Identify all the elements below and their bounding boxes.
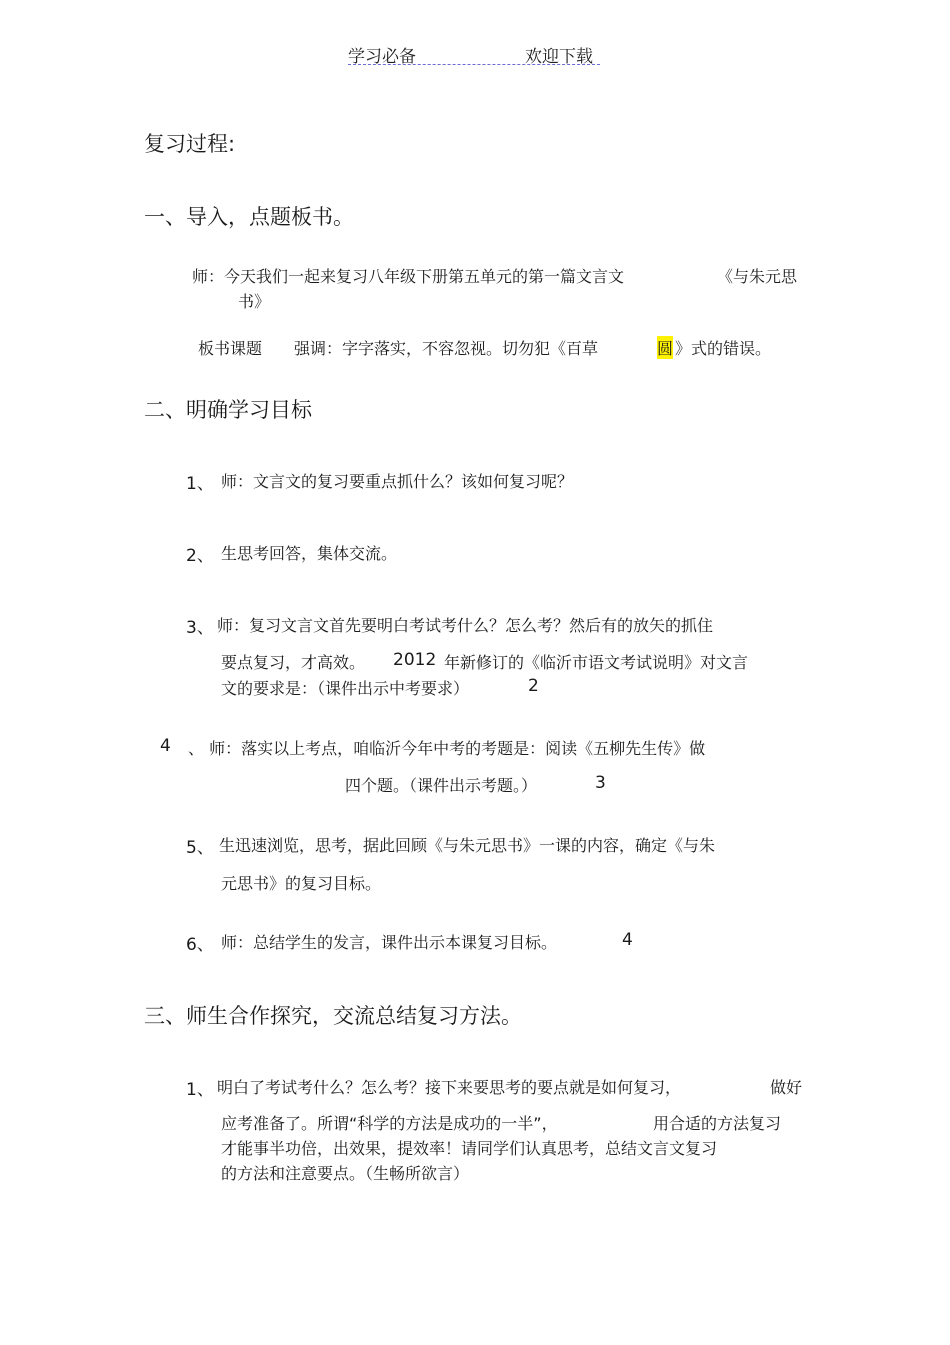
item-number: 1、 — [186, 1080, 214, 1100]
header-right: 欢迎下载 — [525, 47, 593, 67]
item-number: 5、 — [186, 838, 214, 858]
section1-line1: 师：今天我们一起来复习八年级下册第五单元的第一篇文言文 — [192, 267, 625, 286]
item-text-cont: 文的要求是：（课件出示中考要求） — [221, 679, 470, 698]
section1-board-title: 板书课题 — [198, 339, 263, 358]
slide-number: 2 — [528, 676, 539, 696]
item-text: 师：复习文言文首先要明白考试考什么？怎么考？然后有的放矢的抓住 — [217, 616, 714, 635]
item-text-cont: 年新修订的《临沂市语文考试说明》对文言 — [444, 653, 749, 672]
highlighted-char: 圆 — [657, 336, 673, 359]
item-text: 、 师：落实以上考点，咱临沂今年中考的考题是：阅读《五柳先生传》做 — [188, 739, 706, 758]
section1-line1-title: 《与朱元思 — [717, 267, 798, 286]
slide-number: 4 — [622, 930, 633, 950]
item-text: 师：文言文的复习要重点抓什么？该如何复习呢？ — [221, 472, 574, 491]
section1-emphasis: 强调：字字落实，不容忽视。切勿犯《百草 — [294, 339, 599, 358]
item-text: 生思考回答，集体交流。 — [221, 544, 398, 563]
item-number: 4 — [160, 736, 171, 756]
item-text-end: 做好 — [770, 1078, 803, 1097]
header-divider — [348, 64, 600, 65]
section1-emphasis-end: 》式的错误。 — [675, 339, 772, 358]
section2-heading: 二、明确学习目标 — [144, 398, 312, 422]
item-text-cont: 四个题。（课件出示考题。） — [345, 776, 538, 795]
item-text-cont: 应考准备了。所谓“科学的方法是成功的一半”， — [221, 1114, 558, 1133]
item-text-cont: 要点复习，才高效。 — [221, 653, 366, 672]
item-number: 3、 — [186, 618, 214, 638]
item-number: 6、 — [186, 935, 214, 955]
item-text-cont: 才能事半功倍，出效果，提效率！请同学们认真思考，总结文言文复习 — [221, 1139, 718, 1158]
page-title: 复习过程: — [144, 132, 236, 156]
section1-line1-cont: 书》 — [238, 292, 271, 311]
slide-number: 3 — [595, 773, 606, 793]
item-text: 生迅速浏览，思考，据此回顾《与朱元思书》一课的内容，确定《与朱 — [219, 836, 716, 855]
item-text: 明白了考试考什么？怎么考？接下来要思考的要点就是如何复习， — [217, 1078, 682, 1097]
section1-heading: 一、导入，点题板书。 — [144, 205, 354, 229]
item-text-cont: 用合适的方法复习 — [653, 1114, 782, 1133]
item-text: 师：总结学生的发言，课件出示本课复习目标。 — [221, 933, 558, 952]
item-year: 2012 — [393, 650, 437, 670]
section3-heading: 三、师生合作探究，交流总结复习方法。 — [144, 1004, 522, 1028]
item-text-cont: 的方法和注意要点。（生畅所欲言） — [221, 1164, 470, 1183]
header-left: 学习必备 — [348, 47, 416, 67]
item-text-cont: 元思书》的复习目标。 — [221, 874, 382, 893]
item-number: 1、 — [186, 474, 214, 494]
item-number: 2、 — [186, 546, 214, 566]
